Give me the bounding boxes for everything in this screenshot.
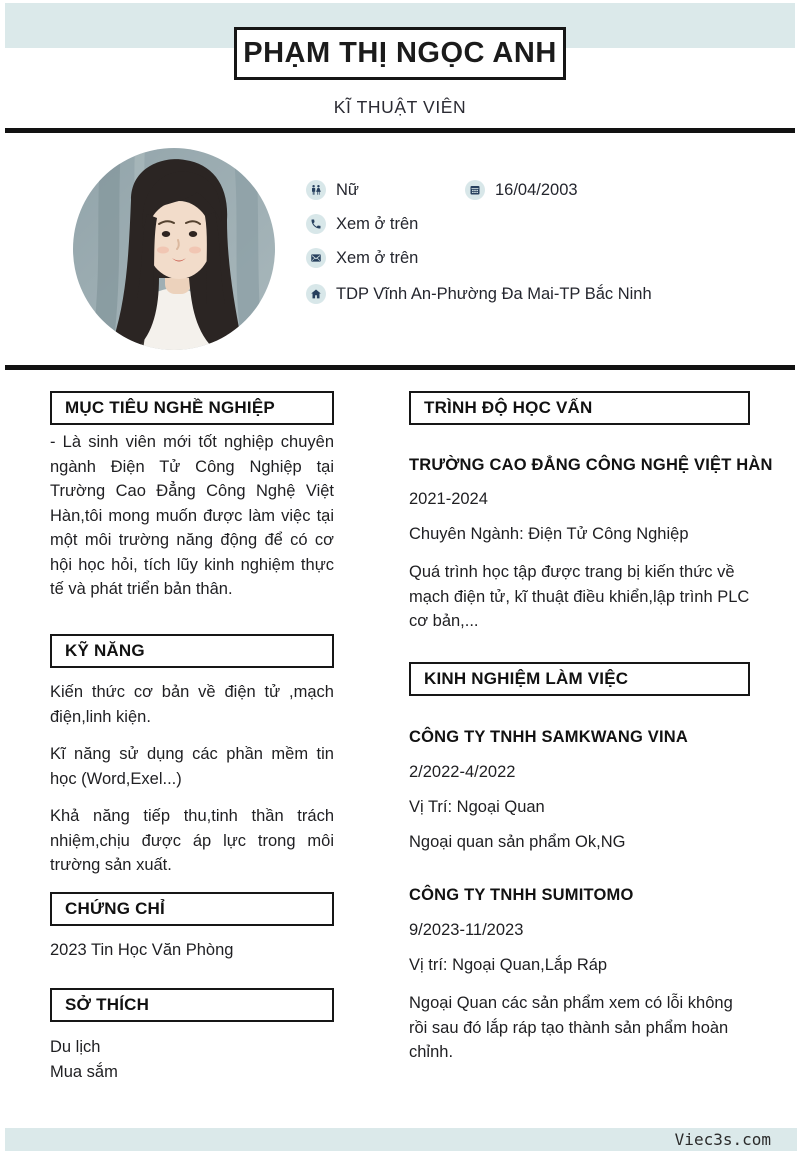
job-description: Ngoại quan sản phẩm Ok,NG [409, 833, 626, 851]
section-heading-experience [409, 662, 750, 696]
job-company: CÔNG TY TNHH SAMKWANG VINA [409, 728, 688, 746]
education-major: Chuyên Ngành: Điện Tử Công Nghiệp [409, 525, 689, 543]
certificates-heading-label: CHỨNG CHỈ [65, 899, 165, 918]
mail-icon [306, 248, 326, 268]
footer-band [5, 1128, 797, 1151]
info-row-email [306, 248, 418, 268]
gender-value: Nữ [336, 180, 359, 199]
info-row-birthday [465, 180, 578, 200]
hobbies-heading-label: SỞ THÍCH [65, 995, 150, 1014]
address-value: TDP Vĩnh An-Phường Đa Mai-TP Bắc Ninh [336, 284, 652, 303]
skill-item: Kĩ năng sử dụng các phần mềm tin học (Word,Exel...) [50, 745, 334, 788]
divider-bar-profile [5, 365, 795, 370]
home-icon [306, 284, 326, 304]
hobby-item: Mua sắm [50, 1063, 118, 1081]
job-title: KĨ THUẬT VIÊN [333, 97, 467, 117]
objective-body: - Là sinh viên mới tốt nghiệp chuyên ngành Điện Tử Công Nghiệp tại Trường Cao Đẳng Công Nghệ Việt Hàn,tôi mong muốn được làm việc tại một môi trường năng động để có cơ hội học hỏi, tích lũy kinh nghiệm thực tế và phát triển bản thân. [50, 433, 334, 598]
education-heading-label: TRÌNH ĐỘ HỌC VẤN [424, 398, 593, 417]
gender-icon [306, 180, 326, 200]
skills-heading-label: KỸ NĂNG [65, 641, 145, 660]
watermark-link[interactable]: Viec3s.com [674, 1130, 771, 1149]
section-heading-objective [50, 391, 334, 425]
section-heading-hobbies [50, 988, 334, 1022]
phone-value: Xem ở trên [336, 214, 419, 233]
section-heading-education [409, 391, 750, 425]
education-description: Quá trình học tập được trang bị kiến thức về mạch điện tử, kĩ thuật điều khiển,lập trình PLC cơ bản,... [409, 563, 750, 630]
skill-item: Kiến thức cơ bản về điện tử ,mạch điện,linh kiện. [50, 683, 334, 726]
job-period: 2/2022-4/2022 [409, 763, 516, 781]
job-period: 9/2023-11/2023 [409, 921, 524, 939]
job-position: Vị trí: Ngoại Quan,Lắp Ráp [409, 956, 608, 974]
job-position: Vị Trí: Ngoại Quan [409, 798, 545, 816]
candidate-name: PHẠM THỊ NGỌC ANH [243, 37, 557, 69]
calendar-icon [465, 180, 485, 200]
divider-bar-top [5, 128, 795, 133]
email-value: Xem ở trên [336, 248, 419, 267]
phone-icon [306, 214, 326, 234]
skill-item: Khả năng tiếp thu,tinh thần trách nhiệm,chịu được áp lực trong môi trường sản xuất. [50, 807, 334, 874]
skills-body [50, 680, 334, 878]
info-row-address [306, 284, 652, 304]
profile-photo-illustration [73, 148, 275, 350]
job-company: CÔNG TY TNHH SUMITOMO [409, 886, 634, 904]
birthday-value: 16/04/2003 [495, 180, 578, 199]
section-heading-skills [50, 634, 334, 668]
experience-heading-label: KINH NGHIỆM LÀM VIỆC [424, 669, 629, 688]
certificate-item: 2023 Tin Học Văn Phòng [50, 941, 234, 959]
objective-heading-label: MỤC TIÊU NGHỀ NGHIỆP [65, 398, 275, 417]
education-years: 2021-2024 [409, 490, 488, 508]
job-description: Ngoại Quan các sản phẩm xem có lỗi không rồi sau đó lắp ráp tạo thành sản phẩm hoàn chỉnh. [409, 994, 733, 1061]
hobby-item: Du lịch [50, 1038, 101, 1056]
education-school: TRƯỜNG CAO ĐẲNG CÔNG NGHỆ VIỆT HÀN [409, 456, 773, 474]
profile-photo [73, 148, 275, 350]
info-row-phone [306, 214, 418, 234]
name-title-box [234, 27, 566, 80]
info-row-gender [306, 180, 359, 200]
section-heading-certificates [50, 892, 334, 926]
